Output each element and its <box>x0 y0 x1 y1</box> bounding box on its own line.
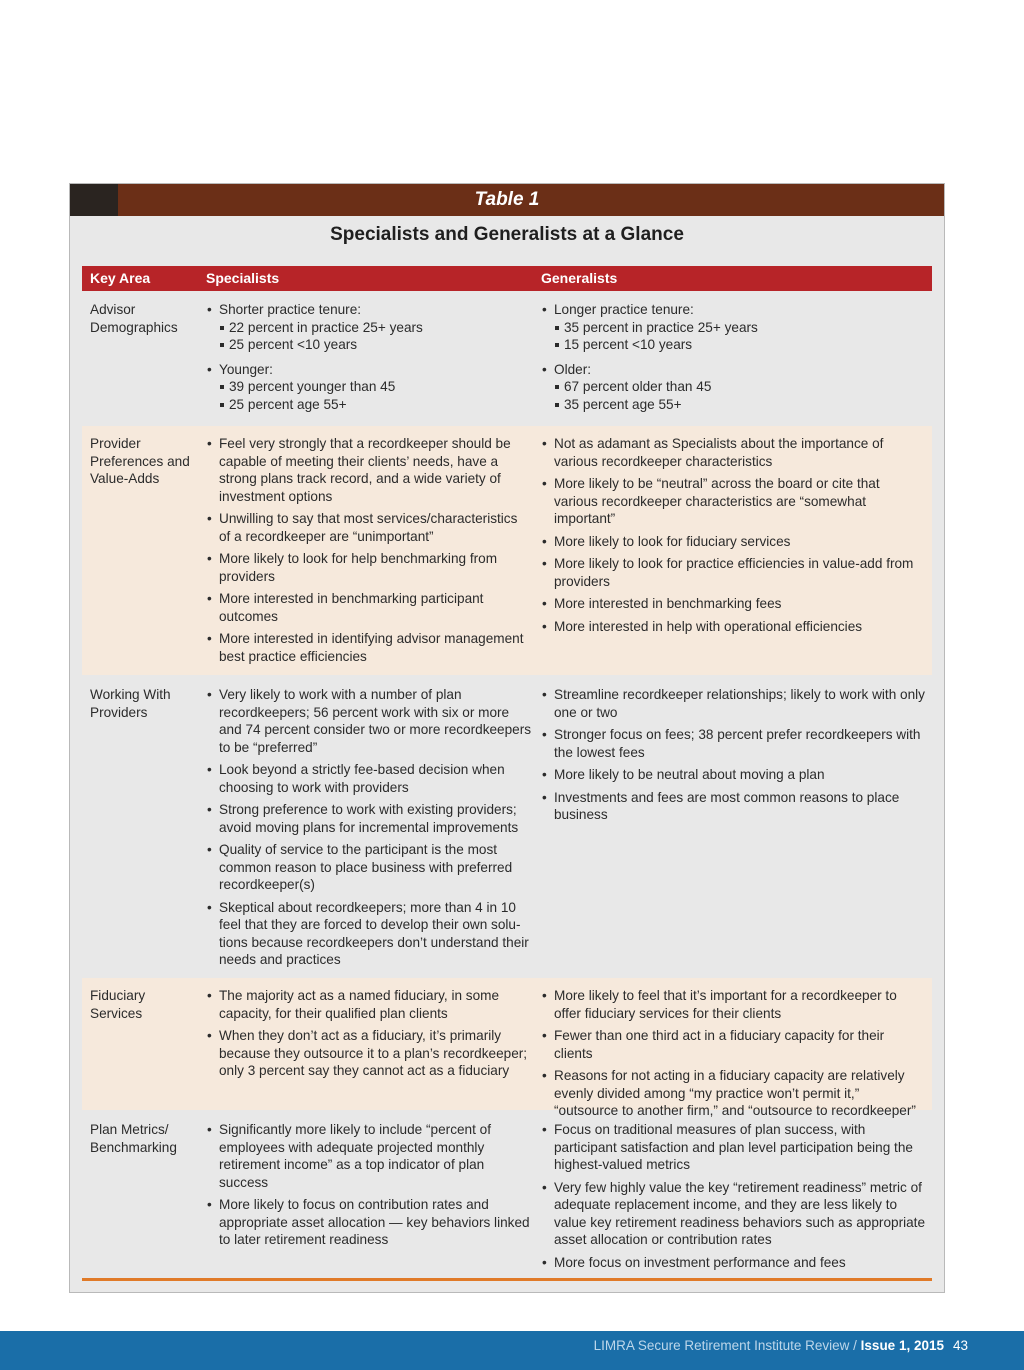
list-item: • Very few highly value the key “retirement readiness” metric of adequate replacement income, and they are less likely to value key retirement readiness behaviors such as appropriate asset allocation or contribution rates <box>541 1179 926 1249</box>
list-item: • More interested in identifying advisor management best practice efficiencies <box>206 630 532 665</box>
specialists-cell <box>206 987 532 1080</box>
header-specialists: Specialists <box>206 270 280 286</box>
list-item: • More likely to look for help benchmarking from providers <box>206 550 532 585</box>
generalists-cell <box>541 435 926 635</box>
specialists-cell <box>206 301 532 418</box>
list-item: • More likely to look for fiduciary services <box>541 533 926 551</box>
list-item: • Stronger focus on fees; 38 percent prefer recordkeepers with the lowest fees <box>541 726 926 761</box>
table-panel <box>69 183 945 1293</box>
table-row <box>82 684 932 974</box>
list-item: • Very likely to work with a number of plan recordkeepers; 56 percent work with six or more and 74 percent consider two or more recordkeepers to be “preferred” <box>206 686 532 756</box>
table-header-row <box>82 266 932 291</box>
footer-issue: Issue 1, 2015 <box>860 1338 944 1353</box>
generalists-cell <box>541 301 926 418</box>
table-bottom-rule <box>82 1278 932 1281</box>
list-item: • Reasons for not acting in a fiduciary capacity are relatively evenly divided among “my practice won’t permit it,” “outsource to another firm,” and “outsource to recordkeeper” <box>541 1067 926 1120</box>
header-generalists: Generalists <box>541 270 618 286</box>
list-item: • More likely to look for practice efficiencies in value-add from providers <box>541 555 926 590</box>
list-item: • When they don’t act as a fiduciary, it’s primarily because they outsource it to a plan’s recordkeeper; only 3 percent say they cannot act as a fiduciary <box>206 1027 532 1080</box>
table-row <box>82 426 932 675</box>
key-area-cell: Advisor Demographics <box>90 302 178 335</box>
list-item: • More interested in help with operational efficiencies <box>541 618 926 636</box>
footer-publication: LIMRA Secure Retirement Institute Review / Issue 1, 2015 <box>593 1338 944 1353</box>
table-label-bar <box>70 184 944 216</box>
list-item: • Older: 67 percent older than 45 35 percent age 55+ <box>541 361 926 414</box>
list-item: • Younger: 39 percent younger than 45 25 percent age 55+ <box>206 361 532 414</box>
table-row <box>82 301 932 417</box>
list-item: • More likely to be neutral about moving a plan <box>541 766 926 784</box>
list-item: • Investments and fees are most common reasons to place business <box>541 789 926 824</box>
list-item: • Strong preference to work with existing providers; avoid moving plans for incremental improvements <box>206 801 532 836</box>
list-item: • Streamline recordkeeper relationships; likely to work with only one or two <box>541 686 926 721</box>
specialists-cell <box>206 1121 532 1249</box>
generalists-cell <box>541 686 926 824</box>
list-item: • Significantly more likely to include “percent of employees with adequate projected monthly retirement income” as a top indicator of plan success <box>206 1121 532 1191</box>
table-label: Table 1 <box>474 189 540 210</box>
list-item: • Focus on traditional measures of plan success, with participant satisfaction and plan level participation being the highest-valued metrics <box>541 1121 926 1174</box>
table-title: Specialists and Generalists at a Glance <box>330 224 684 245</box>
header-key-area: Key Area <box>90 270 151 286</box>
list-item: • More likely to be “neutral” across the board or cite that various recordkeeper characteristics are “somewhat important” <box>541 475 926 528</box>
generalists-cell <box>541 987 926 1120</box>
table-row <box>82 1119 932 1269</box>
list-item: • Fewer than one third act in a fiduciary capacity for their clients <box>541 1027 926 1062</box>
list-item: • More interested in benchmarking participant outcomes <box>206 590 532 625</box>
list-item: • Longer practice tenure: 35 percent in practice 25+ years 15 percent <10 years <box>541 301 926 354</box>
list-item: • Look beyond a strictly fee-based decision when choosing to work with providers <box>206 761 532 796</box>
list-item: • Shorter practice tenure: 22 percent in practice 25+ years 25 percent <10 years <box>206 301 532 354</box>
list-item: • Not as adamant as Specialists about the importance of various recordkeeper characteristics <box>541 435 926 470</box>
list-item: • Feel very strongly that a recordkeeper should be capable of meeting their clients’ needs, have a strong plans track record, and a wide variety of investment options <box>206 435 532 505</box>
list-item: • The majority act as a named fiduciary, in some capacity, for their qualified plan clients <box>206 987 532 1022</box>
list-item: • Skeptical about recordkeepers; more than 4 in 10 feel that they are forced to develop their own solutions because recordkeepers don’t understand their needs and practices <box>206 899 532 969</box>
list-item: • More focus on investment performance and fees <box>541 1254 926 1272</box>
specialists-cell <box>206 435 532 665</box>
key-area-cell: Fiduciary Services <box>90 988 146 1021</box>
specialists-cell <box>206 686 532 969</box>
generalists-cell <box>541 1121 926 1271</box>
page-number: 43 <box>952 1338 968 1353</box>
list-item: • More likely to focus on contribution rates and appropriate asset allocation — key behaviors linked to later retirement readiness <box>206 1196 532 1249</box>
table-row <box>82 978 932 1118</box>
key-area-cell: Provider Preferences and Value-Adds <box>90 436 190 486</box>
list-item: • More interested in benchmarking fees <box>541 595 926 613</box>
key-area-cell: Working With Providers <box>90 687 171 720</box>
key-area-cell: Plan Metrics/ Benchmarking <box>90 1122 177 1155</box>
list-item: • Unwilling to say that most services/characteristics of a recordkeeper are “unimportant” <box>206 510 532 545</box>
list-item: • More likely to feel that it’s important for a recordkeeper to offer fiduciary services for their clients <box>541 987 926 1022</box>
list-item: • Quality of service to the participant is the most common reason to place business with preferred recordkeeper(s) <box>206 841 532 894</box>
page-footer <box>0 1331 1024 1370</box>
